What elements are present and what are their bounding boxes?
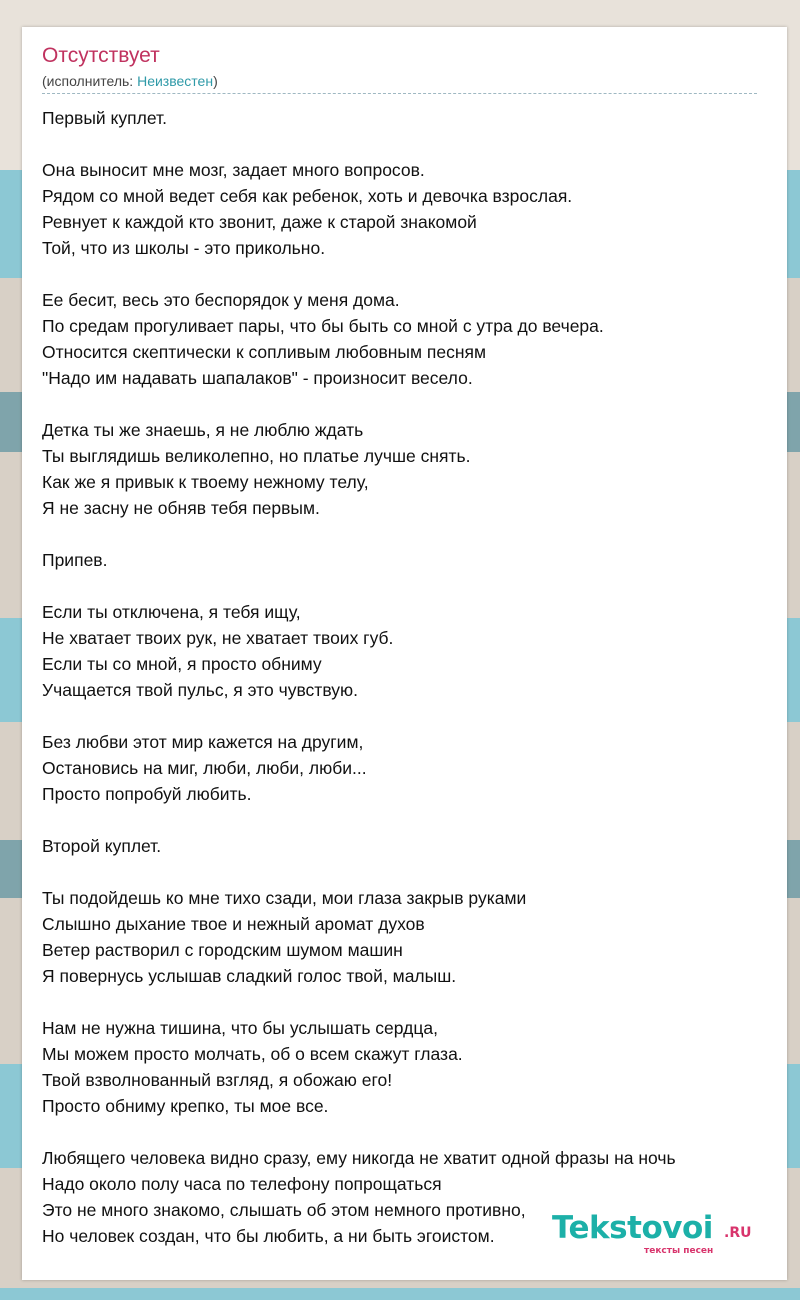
lyric-line: Ты подойдешь ко мне тихо сзади, мои глаза закрыв руками bbox=[42, 888, 527, 908]
bottom-stripe bbox=[0, 1288, 800, 1300]
song-title: Отсутствует bbox=[42, 44, 160, 67]
lyric-line: Детка ты же знаешь, я не люблю ждать bbox=[42, 420, 364, 440]
lyric-line bbox=[42, 521, 787, 547]
artist-prefix: (исполнитель: bbox=[42, 73, 138, 89]
lyric-line bbox=[42, 859, 787, 885]
lyric-line: Ревнует к каждой кто звонит, даже к старой знакомой bbox=[42, 212, 477, 232]
lyric-line: Той, что из школы - это прикольно. bbox=[42, 238, 326, 258]
site-logo[interactable] bbox=[552, 1210, 757, 1258]
lyric-line: Она выносит мне мозг, задает много вопросов. bbox=[42, 160, 425, 180]
lyric-line: Первый куплет. bbox=[42, 108, 167, 128]
lyric-line: Припев. bbox=[42, 550, 108, 570]
lyric-line: Второй куплет. bbox=[42, 836, 162, 856]
lyric-line: Мы можем просто молчать, об о всем скажут глаза. bbox=[42, 1044, 463, 1064]
lyric-line: Рядом со мной ведет себя как ребенок, хоть и девочка взрослая. bbox=[42, 186, 573, 206]
logo-wordmark: Tekstovoi bbox=[552, 1210, 713, 1246]
lyric-line: Ветер растворил с городским шумом машин bbox=[42, 940, 403, 960]
lyric-line: Надо около полу часа по телефону попрощаться bbox=[42, 1174, 442, 1194]
lyric-line: Я повернусь услышав сладкий голос твой, малыш. bbox=[42, 966, 457, 986]
lyric-line: Остановись на миг, люби, люби, люби... bbox=[42, 758, 367, 778]
lyric-line bbox=[42, 807, 787, 833]
lyric-line bbox=[42, 131, 787, 157]
artist-suffix: ) bbox=[213, 73, 218, 89]
artist-link[interactable]: Неизвестен bbox=[137, 73, 214, 89]
lyric-line bbox=[42, 391, 787, 417]
lyric-line: Относится скептически к сопливым любовным песням bbox=[42, 342, 487, 362]
lyric-line: Учащается твой пульс, я это чувствую. bbox=[42, 680, 358, 700]
lyrics-text bbox=[42, 105, 787, 1249]
lyric-line bbox=[42, 989, 787, 1015]
lyric-line: Слышно дыхание твое и нежный аромат духов bbox=[42, 914, 425, 934]
lyric-line: По средам прогуливает пары, что бы быть со мной с утра до вечера. bbox=[42, 316, 604, 336]
artist-line bbox=[42, 73, 218, 89]
lyric-line: Ты выглядишь великолепно, но платье лучше снять. bbox=[42, 446, 471, 466]
lyric-line: Твой взволнованный взгляд, я обожаю его! bbox=[42, 1070, 393, 1090]
lyric-line: Не хватает твоих рук, не хватает твоих губ. bbox=[42, 628, 394, 648]
lyric-line bbox=[42, 1119, 787, 1145]
lyric-line: Это не много знакомо, слышать об этом немного противно, bbox=[42, 1200, 526, 1220]
lyric-line: Нам не нужна тишина, что бы услышать сердца, bbox=[42, 1018, 438, 1038]
lyric-line: "Надо им надавать шапалаков" - произносит весело. bbox=[42, 368, 473, 388]
lyric-line: Если ты со мной, я просто обниму bbox=[42, 654, 322, 674]
lyrics-card bbox=[22, 27, 787, 1280]
title-divider bbox=[42, 93, 757, 94]
lyric-line: Без любви этот мир кажется на другим, bbox=[42, 732, 364, 752]
lyric-line bbox=[42, 703, 787, 729]
logo-tld: .RU bbox=[724, 1225, 752, 1241]
lyric-line: Если ты отключена, я тебя ищу, bbox=[42, 602, 301, 622]
lyric-line: Любящего человека видно сразу, ему никогда не хватит одной фразы на ночь bbox=[42, 1148, 676, 1168]
lyric-line: Я не засну не обняв тебя первым. bbox=[42, 498, 320, 518]
lyric-line: Просто обниму крепко, ты мое все. bbox=[42, 1096, 329, 1116]
lyric-line: Просто попробуй любить. bbox=[42, 784, 252, 804]
lyric-line bbox=[42, 261, 787, 287]
lyric-line: Ее бесит, весь это беспорядок у меня дома. bbox=[42, 290, 400, 310]
lyric-line: Но человек создан, что бы любить, а ни быть эгоистом. bbox=[42, 1226, 495, 1246]
lyric-line: Как же я привык к твоему нежному телу, bbox=[42, 472, 369, 492]
logo-tagline: тексты песен bbox=[644, 1246, 714, 1256]
lyric-line bbox=[42, 573, 787, 599]
